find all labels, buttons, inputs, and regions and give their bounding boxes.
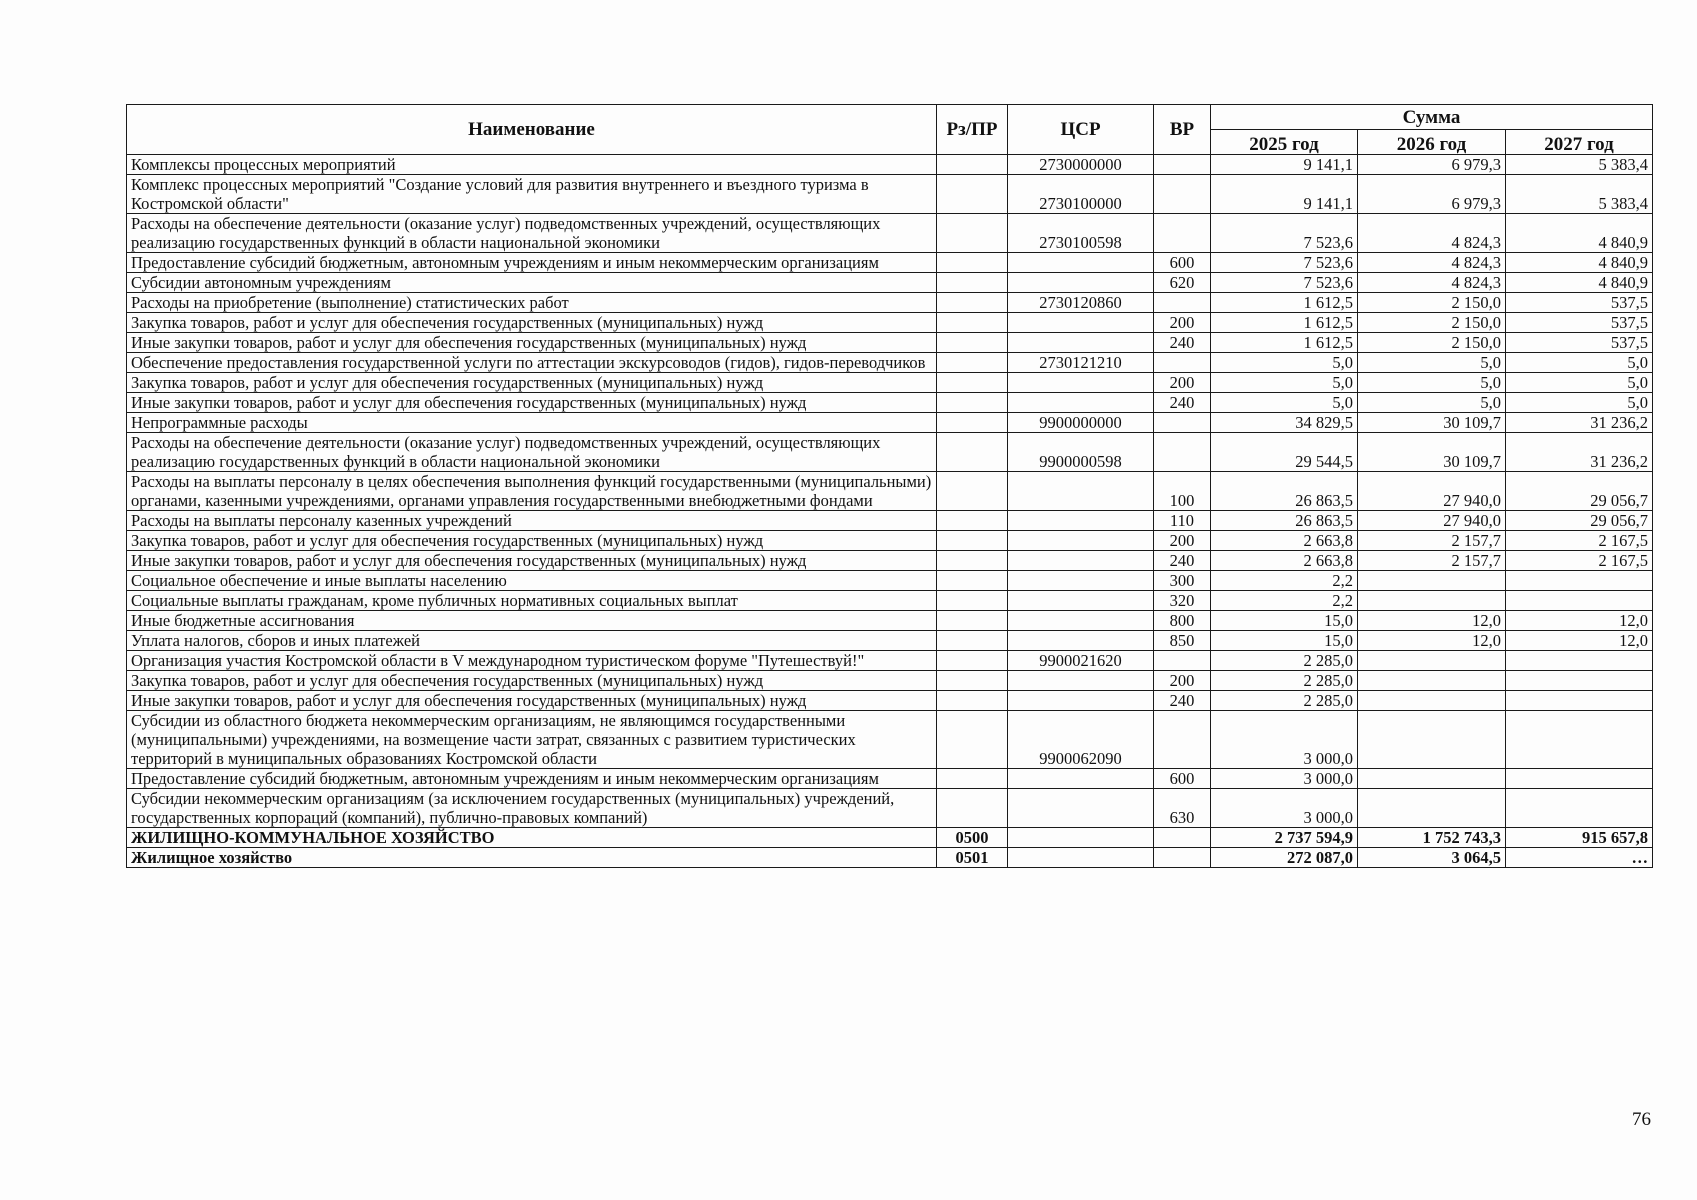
cell-name: Иные закупки товаров, работ и услуг для обеспечения государственных (муниципальных) нужд	[127, 691, 937, 711]
cell-v2027: 537,5	[1506, 313, 1653, 333]
cell-name: Предоставление субсидий бюджетным, автономным учреждениям и иным некоммерческим организациям	[127, 769, 937, 789]
header-year-2026: 2026 год	[1358, 130, 1506, 155]
cell-name: Жилищное хозяйство	[127, 848, 937, 868]
cell-v2026: 1 752 743,3	[1358, 828, 1506, 848]
cell-vr: 200	[1154, 373, 1211, 393]
cell-vr: 630	[1154, 789, 1211, 828]
cell-csr	[1008, 253, 1154, 273]
cell-v2025: 5,0	[1211, 373, 1358, 393]
cell-name: Социальные выплаты гражданам, кроме публичных нормативных социальных выплат	[127, 591, 937, 611]
cell-v2026: 12,0	[1358, 611, 1506, 631]
cell-rz	[937, 591, 1008, 611]
cell-name: Уплата налогов, сборов и иных платежей	[127, 631, 937, 651]
cell-vr: 320	[1154, 591, 1211, 611]
cell-v2027	[1506, 691, 1653, 711]
cell-v2026	[1358, 691, 1506, 711]
cell-v2026	[1358, 571, 1506, 591]
cell-v2026: 2 150,0	[1358, 333, 1506, 353]
cell-csr	[1008, 828, 1154, 848]
header-sum: Сумма	[1211, 105, 1653, 130]
cell-v2025: 15,0	[1211, 611, 1358, 631]
cell-rz	[937, 293, 1008, 313]
cell-csr: 2730121210	[1008, 353, 1154, 373]
cell-v2026: 2 150,0	[1358, 293, 1506, 313]
cell-v2027: 5 383,4	[1506, 175, 1653, 214]
cell-v2027: 29 056,7	[1506, 472, 1653, 511]
table-row	[127, 671, 1653, 691]
cell-csr	[1008, 333, 1154, 353]
cell-rz	[937, 175, 1008, 214]
cell-csr: 9900062090	[1008, 711, 1154, 769]
cell-name: Закупка товаров, работ и услуг для обеспечения государственных (муниципальных) нужд	[127, 373, 937, 393]
cell-rz	[937, 789, 1008, 828]
cell-name: Расходы на приобретение (выполнение) статистических работ	[127, 293, 937, 313]
cell-v2027	[1506, 711, 1653, 769]
cell-vr: 600	[1154, 769, 1211, 789]
cell-v2027: 537,5	[1506, 333, 1653, 353]
cell-name: Непрограммные расходы	[127, 413, 937, 433]
cell-rz	[937, 333, 1008, 353]
header-year-2025: 2025 год	[1211, 130, 1358, 155]
cell-v2025: 7 523,6	[1211, 253, 1358, 273]
cell-v2027	[1506, 671, 1653, 691]
cell-vr: 300	[1154, 571, 1211, 591]
table-row	[127, 214, 1653, 253]
cell-v2025: 2 663,8	[1211, 531, 1358, 551]
page-number: 76	[1632, 1109, 1651, 1130]
cell-name: Предоставление субсидий бюджетным, автономным учреждениям и иным некоммерческим организациям	[127, 253, 937, 273]
cell-v2027: 12,0	[1506, 611, 1653, 631]
cell-v2025: 5,0	[1211, 353, 1358, 373]
table-row	[127, 828, 1653, 848]
cell-csr	[1008, 373, 1154, 393]
cell-rz	[937, 253, 1008, 273]
table-row	[127, 353, 1653, 373]
cell-v2025: 2 285,0	[1211, 691, 1358, 711]
table-row	[127, 293, 1653, 313]
cell-csr	[1008, 611, 1154, 631]
cell-v2025: 5,0	[1211, 393, 1358, 413]
cell-name: Иные закупки товаров, работ и услуг для обеспечения государственных (муниципальных) нужд	[127, 333, 937, 353]
cell-name: Субсидии некоммерческим организациям (за исключением государственных (муниципальных) учреждений, государственных корпораций (компаний), публично-правовых компаний)	[127, 789, 937, 828]
table-row	[127, 273, 1653, 293]
cell-csr	[1008, 273, 1154, 293]
table-row	[127, 651, 1653, 671]
cell-v2025: 7 523,6	[1211, 214, 1358, 253]
cell-rz	[937, 769, 1008, 789]
cell-csr	[1008, 691, 1154, 711]
table-body	[127, 155, 1653, 868]
table-row	[127, 511, 1653, 531]
cell-name: Расходы на обеспечение деятельности (оказание услуг) подведомственных учреждений, осуществляющих реализацию государственных функций в области национальной экономики	[127, 433, 937, 472]
cell-csr	[1008, 789, 1154, 828]
cell-csr	[1008, 551, 1154, 571]
cell-v2026: 4 824,3	[1358, 273, 1506, 293]
cell-v2027	[1506, 789, 1653, 828]
cell-v2026	[1358, 769, 1506, 789]
cell-vr	[1154, 433, 1211, 472]
cell-v2027	[1506, 769, 1653, 789]
cell-v2027: 5,0	[1506, 393, 1653, 413]
table-row	[127, 631, 1653, 651]
cell-csr: 2730000000	[1008, 155, 1154, 175]
cell-rz	[937, 531, 1008, 551]
cell-v2026	[1358, 789, 1506, 828]
cell-csr	[1008, 313, 1154, 333]
cell-v2026: 5,0	[1358, 353, 1506, 373]
cell-rz	[937, 373, 1008, 393]
cell-vr: 240	[1154, 551, 1211, 571]
cell-v2027: 2 167,5	[1506, 551, 1653, 571]
cell-csr	[1008, 511, 1154, 531]
cell-v2027: 915 657,8	[1506, 828, 1653, 848]
cell-v2025: 2,2	[1211, 591, 1358, 611]
table-row	[127, 313, 1653, 333]
cell-rz	[937, 691, 1008, 711]
cell-v2025: 9 141,1	[1211, 175, 1358, 214]
cell-v2026: 4 824,3	[1358, 253, 1506, 273]
cell-rz	[937, 353, 1008, 373]
cell-v2025: 9 141,1	[1211, 155, 1358, 175]
cell-csr	[1008, 769, 1154, 789]
cell-name: Обеспечение предоставления государственной услуги по аттестации экскурсоводов (гидов), гидов-переводчиков	[127, 353, 937, 373]
cell-v2027: 4 840,9	[1506, 253, 1653, 273]
header-year-2027: 2027 год	[1506, 130, 1653, 155]
cell-vr: 240	[1154, 333, 1211, 353]
cell-csr	[1008, 671, 1154, 691]
cell-v2026: 12,0	[1358, 631, 1506, 651]
cell-v2026	[1358, 671, 1506, 691]
cell-vr: 200	[1154, 313, 1211, 333]
cell-v2027	[1506, 651, 1653, 671]
cell-csr: 9900000598	[1008, 433, 1154, 472]
cell-name: Комплексы процессных мероприятий	[127, 155, 937, 175]
header-name: Наименование	[127, 105, 937, 155]
cell-rz	[937, 393, 1008, 413]
cell-name: Закупка товаров, работ и услуг для обеспечения государственных (муниципальных) нужд	[127, 313, 937, 333]
cell-v2027: 4 840,9	[1506, 273, 1653, 293]
cell-v2026: 2 150,0	[1358, 313, 1506, 333]
cell-name: Субсидии автономным учреждениям	[127, 273, 937, 293]
cell-v2026: 2 157,7	[1358, 531, 1506, 551]
cell-vr: 850	[1154, 631, 1211, 651]
cell-v2025: 2 285,0	[1211, 671, 1358, 691]
table-row	[127, 691, 1653, 711]
header-rz: Рз/ПР	[937, 105, 1008, 155]
cell-v2026	[1358, 591, 1506, 611]
cell-rz	[937, 651, 1008, 671]
cell-name: Иные бюджетные ассигнования	[127, 611, 937, 631]
cell-v2027: 29 056,7	[1506, 511, 1653, 531]
cell-v2026: 6 979,3	[1358, 175, 1506, 214]
cell-v2027: 5,0	[1506, 373, 1653, 393]
cell-rz	[937, 313, 1008, 333]
table-row	[127, 591, 1653, 611]
cell-v2027: 537,5	[1506, 293, 1653, 313]
cell-name: Закупка товаров, работ и услуг для обеспечения государственных (муниципальных) нужд	[127, 531, 937, 551]
cell-csr: 2730120860	[1008, 293, 1154, 313]
cell-v2025: 3 000,0	[1211, 769, 1358, 789]
cell-name: Иные закупки товаров, работ и услуг для обеспечения государственных (муниципальных) нужд	[127, 551, 937, 571]
cell-v2026: 3 064,5	[1358, 848, 1506, 868]
cell-rz: 0500	[937, 828, 1008, 848]
cell-v2026: 4 824,3	[1358, 214, 1506, 253]
cell-vr: 200	[1154, 531, 1211, 551]
cell-rz	[937, 155, 1008, 175]
cell-v2025: 272 087,0	[1211, 848, 1358, 868]
cell-vr: 200	[1154, 671, 1211, 691]
cell-v2025: 1 612,5	[1211, 333, 1358, 353]
table-row	[127, 531, 1653, 551]
cell-rz	[937, 551, 1008, 571]
cell-v2026: 30 109,7	[1358, 413, 1506, 433]
table-row	[127, 571, 1653, 591]
cell-rz	[937, 671, 1008, 691]
cell-rz	[937, 433, 1008, 472]
cell-v2025: 3 000,0	[1211, 711, 1358, 769]
cell-v2027: 4 840,9	[1506, 214, 1653, 253]
cell-csr	[1008, 848, 1154, 868]
cell-vr	[1154, 413, 1211, 433]
cell-v2026	[1358, 711, 1506, 769]
cell-name: Комплекс процессных мероприятий "Создание условий для развития внутреннего и въездного туризма в Костромской области"	[127, 175, 937, 214]
cell-v2026: 30 109,7	[1358, 433, 1506, 472]
cell-v2025: 1 612,5	[1211, 313, 1358, 333]
cell-v2025: 34 829,5	[1211, 413, 1358, 433]
cell-name: Социальное обеспечение и иные выплаты населению	[127, 571, 937, 591]
cell-csr	[1008, 631, 1154, 651]
table-row	[127, 789, 1653, 828]
cell-csr	[1008, 393, 1154, 413]
cell-vr: 620	[1154, 273, 1211, 293]
cell-rz	[937, 214, 1008, 253]
cell-v2025: 3 000,0	[1211, 789, 1358, 828]
cell-vr	[1154, 214, 1211, 253]
cell-v2027: 5,0	[1506, 353, 1653, 373]
cell-v2027	[1506, 591, 1653, 611]
cell-csr	[1008, 591, 1154, 611]
cell-name: Расходы на обеспечение деятельности (оказание услуг) подведомственных учреждений, осуществляющих реализацию государственных функций в области национальной экономики	[127, 214, 937, 253]
cell-vr	[1154, 848, 1211, 868]
cell-v2025: 15,0	[1211, 631, 1358, 651]
cell-v2026: 27 940,0	[1358, 511, 1506, 531]
table-row	[127, 155, 1653, 175]
cell-csr	[1008, 571, 1154, 591]
cell-rz	[937, 273, 1008, 293]
cell-v2026: 2 157,7	[1358, 551, 1506, 571]
cell-v2027: 31 236,2	[1506, 433, 1653, 472]
cell-csr	[1008, 531, 1154, 551]
cell-vr	[1154, 293, 1211, 313]
table-row	[127, 373, 1653, 393]
table-row	[127, 393, 1653, 413]
cell-vr	[1154, 175, 1211, 214]
cell-name: Субсидии из областного бюджета некоммерческим организациям, не являющимся государственными (муниципальными) учреждениями, на возмещение части затрат, связанных с развитием туристических территорий в муниципальных образованиях Костромской области	[127, 711, 937, 769]
table-row	[127, 848, 1653, 868]
cell-vr: 240	[1154, 393, 1211, 413]
cell-v2025: 26 863,5	[1211, 511, 1358, 531]
cell-vr	[1154, 828, 1211, 848]
cell-v2027	[1506, 571, 1653, 591]
cell-name: ЖИЛИЩНО-КОММУНАЛЬНОЕ ХОЗЯЙСТВО	[127, 828, 937, 848]
table-header	[127, 105, 1653, 155]
cell-vr	[1154, 155, 1211, 175]
table-row	[127, 413, 1653, 433]
cell-rz	[937, 511, 1008, 531]
header-vr: ВР	[1154, 105, 1211, 155]
table-row	[127, 175, 1653, 214]
cell-v2025: 26 863,5	[1211, 472, 1358, 511]
cell-vr	[1154, 353, 1211, 373]
cell-v2025: 2 663,8	[1211, 551, 1358, 571]
cell-name: Расходы на выплаты персоналу казенных учреждений	[127, 511, 937, 531]
cell-v2025: 29 544,5	[1211, 433, 1358, 472]
table-row	[127, 333, 1653, 353]
cell-rz	[937, 571, 1008, 591]
cell-v2027: …	[1506, 848, 1653, 868]
cell-v2025: 2 737 594,9	[1211, 828, 1358, 848]
cell-vr: 600	[1154, 253, 1211, 273]
cell-rz	[937, 631, 1008, 651]
cell-v2027: 5 383,4	[1506, 155, 1653, 175]
cell-csr: 9900000000	[1008, 413, 1154, 433]
table-row	[127, 611, 1653, 631]
table-row	[127, 253, 1653, 273]
cell-rz	[937, 611, 1008, 631]
cell-rz	[937, 472, 1008, 511]
cell-vr: 240	[1154, 691, 1211, 711]
cell-name: Иные закупки товаров, работ и услуг для обеспечения государственных (муниципальных) нужд	[127, 393, 937, 413]
cell-v2025: 7 523,6	[1211, 273, 1358, 293]
cell-name: Организация участия Костромской области в V международном туристическом форуме "Путешествуй!"	[127, 651, 937, 671]
cell-vr: 110	[1154, 511, 1211, 531]
cell-vr	[1154, 711, 1211, 769]
table-row	[127, 551, 1653, 571]
cell-name: Расходы на выплаты персоналу в целях обеспечения выполнения функций государственными (муниципальными) органами, казенными учреждениями, органами управления государственными внебюджетными фондами	[127, 472, 937, 511]
cell-v2026: 5,0	[1358, 373, 1506, 393]
cell-csr: 2730100000	[1008, 175, 1154, 214]
cell-csr	[1008, 472, 1154, 511]
cell-v2025: 1 612,5	[1211, 293, 1358, 313]
cell-rz	[937, 413, 1008, 433]
cell-v2027: 31 236,2	[1506, 413, 1653, 433]
cell-vr: 100	[1154, 472, 1211, 511]
cell-name: Закупка товаров, работ и услуг для обеспечения государственных (муниципальных) нужд	[127, 671, 937, 691]
table-row	[127, 472, 1653, 511]
table-row	[127, 433, 1653, 472]
cell-csr: 9900021620	[1008, 651, 1154, 671]
cell-v2027: 2 167,5	[1506, 531, 1653, 551]
cell-rz	[937, 711, 1008, 769]
cell-v2025: 2 285,0	[1211, 651, 1358, 671]
table-row	[127, 769, 1653, 789]
cell-csr: 2730100598	[1008, 214, 1154, 253]
header-csr: ЦСР	[1008, 105, 1154, 155]
table-row	[127, 711, 1653, 769]
cell-rz: 0501	[937, 848, 1008, 868]
cell-v2026	[1358, 651, 1506, 671]
cell-v2025: 2,2	[1211, 571, 1358, 591]
cell-vr: 800	[1154, 611, 1211, 631]
cell-v2026: 6 979,3	[1358, 155, 1506, 175]
cell-v2026: 27 940,0	[1358, 472, 1506, 511]
cell-v2026: 5,0	[1358, 393, 1506, 413]
budget-table	[126, 104, 1653, 868]
cell-v2027: 12,0	[1506, 631, 1653, 651]
cell-vr	[1154, 651, 1211, 671]
